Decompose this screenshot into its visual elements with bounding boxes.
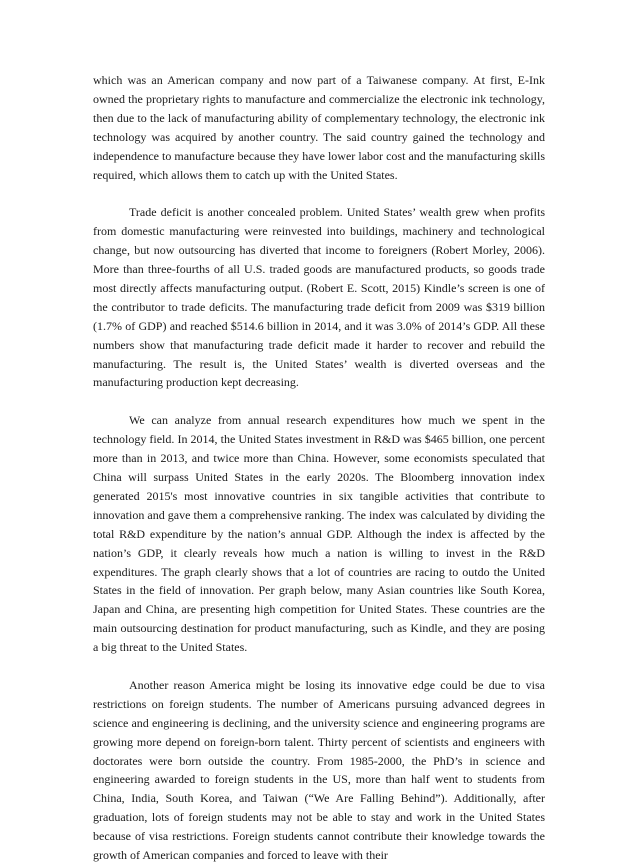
- paragraph-continuation: which was an American company and now part of a Taiwanese company. At first, E-Ink owned the proprietary rights to manufacture and commercialize the electronic ink technology, then due to the lack of manufacturing ability of complementary technology, the electronic ink technology was acquired by another country. The said country gained the technology and independence to manufacture because they have lower labor cost and the manufacturing skills required, which allows them to catch up with the United States.: [93, 73, 545, 182]
- paragraph-trade-deficit: Trade deficit is another concealed problem. United States’ wealth grew when profits from domestic manufacturing were reinvested into buildings, machinery and technological change, but now outsourcing has diverted that income to foreigners (Robert Morley, 2006). More than three-fourths of all U.S. traded goods are manufactured products, so goods trade most directly affects manufacturing output. (Robert E. Scott, 2015) Kindle’s screen is one of the contributor to trade deficits. The manufacturing trade deficit from 2009 was $319 billion (1.7% of GDP) and reached $514.6 billion in 2014, and it was 3.0% of 2014’s GDP. All these numbers show that manufacturing trade deficit made it harder to recover and rebuild the manufacturing. The result is, the United States’ wealth is diverted overseas and the manufacturing production kept decreasing.: [93, 205, 545, 390]
- body-text: [93, 71, 545, 865]
- paragraph-visa-restrictions: Another reason America might be losing its innovative edge could be due to visa restrictions on foreign students. The number of Americans pursuing advanced degrees in science and engineering is declining, and the university science and engineering programs are growing more depend on foreign-born talent. Thirty percent of scientists and engineers with doctorates were born outside the country. From 1985-2000, the PhD’s in science and engineering awarded to foreign students in the US, more than half went to students from China, India, South Korea, and Taiwan (“We Are Falling Behind”). Additionally, after graduation, lots of foreign students may not be able to stay and work in the United States because of visa restrictions. Foreign students cannot contribute their knowledge towards the growth of American companies and forced to leave with their: [93, 677, 545, 863]
- paragraph-research-expenditures: We can analyze from annual research expenditures how much we spent in the technology field. In 2014, the United States investment in R&D was $465 billion, one percent more than in 2013, and twice more than China. However, some economists speculated that China will surpass United States in the early 2020s. The Bloomberg innovation index generated 2015's most innovative countries in six tangible activities that contribute to innovation and gave them a comprehensive ranking. The index was calculated by dividing the total R&D expenditure by the nation’s annual GDP. Although the index is affected by the nation’s GDP, it clearly reveals how much a nation is willing to invest in the R&D expenditures. The graph clearly shows that a lot of countries are racing to outdo the United States in the field of innovation. Per graph below, many Asian countries like South Korea, Japan and China, are presenting high competition for United States. These countries are the main outsourcing destination for product manufacturing, such as Kindle, and they are posing a big threat to the United States.: [93, 413, 545, 655]
